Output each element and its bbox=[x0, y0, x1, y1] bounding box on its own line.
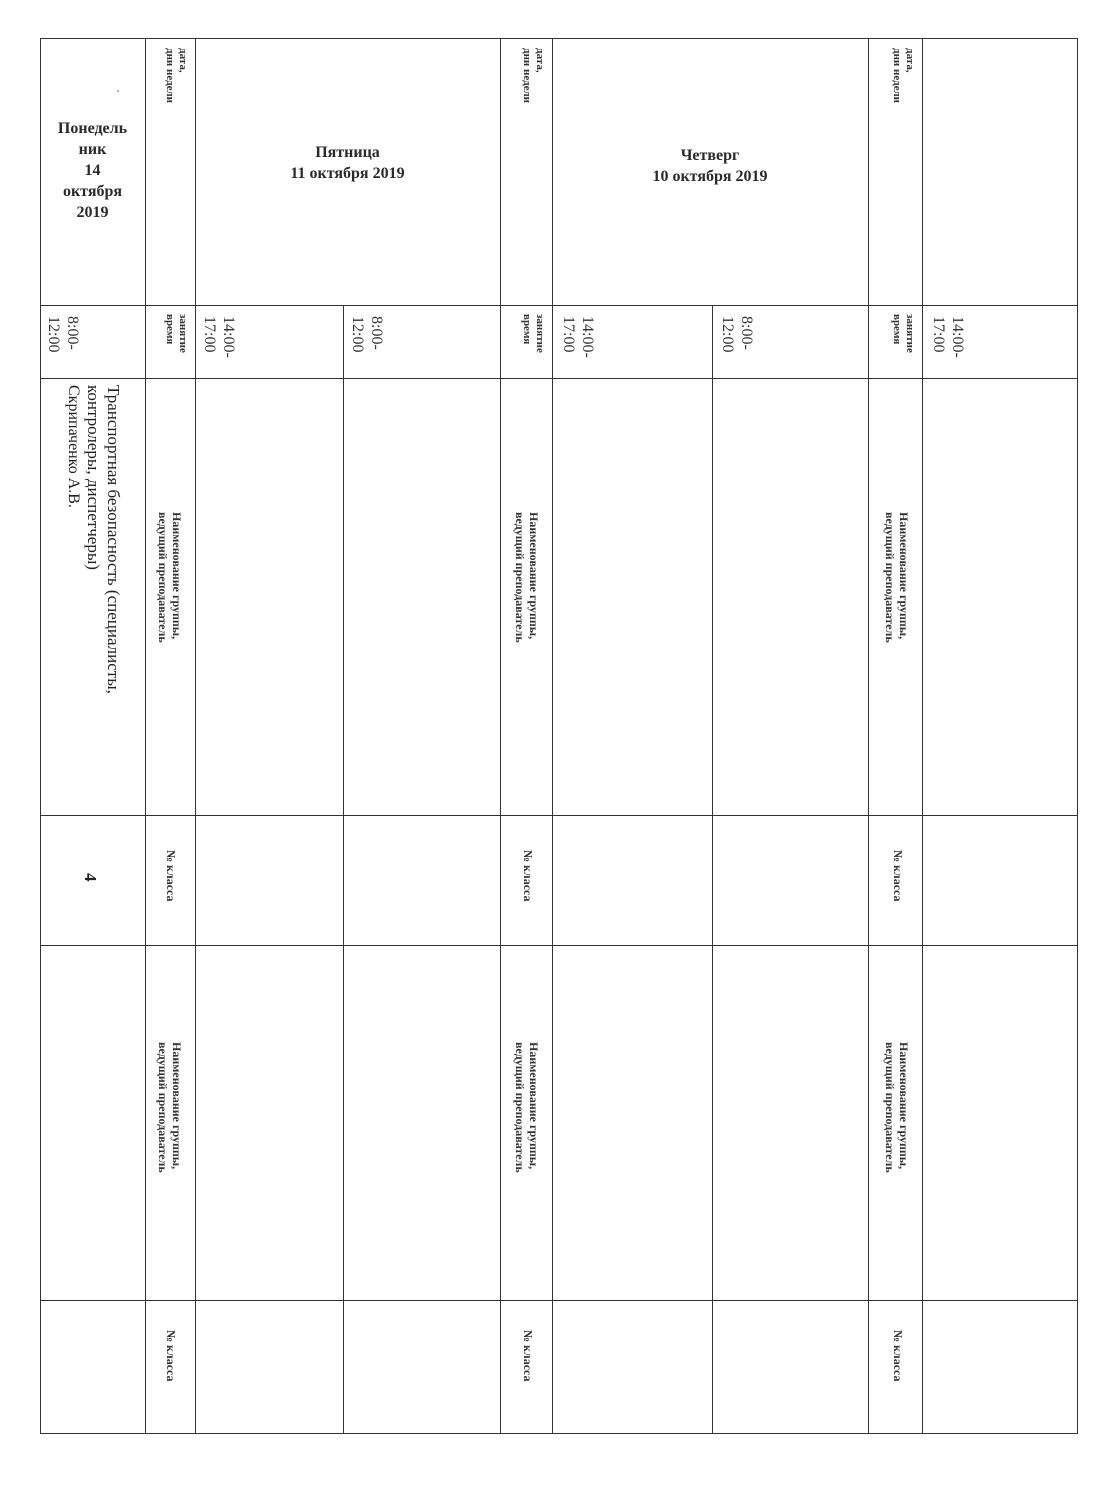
class-no-label-3: № класса bbox=[891, 850, 905, 902]
lesson-time-label-2: занятие время bbox=[521, 314, 546, 353]
col-line-5 bbox=[552, 38, 553, 1434]
group-teacher-label-4: Наименование группы, ведущий преподаватель bbox=[156, 1042, 184, 1173]
date-day-label-2: дата, дни недели bbox=[521, 48, 546, 104]
monday-class-number: 4 bbox=[81, 873, 100, 882]
group-teacher-label-2: Наименование группы, ведущий преподаватель bbox=[513, 512, 541, 643]
time-thursday-morning: 8:00- 12:00 bbox=[719, 316, 755, 353]
group-teacher-label-6: Наименование группы, ведущий преподаватель bbox=[883, 1042, 911, 1173]
speck bbox=[117, 90, 119, 92]
col-line-8 bbox=[922, 38, 923, 1434]
lesson-time-label-3: занятие время bbox=[891, 314, 916, 353]
monday-line-4: октября bbox=[62, 183, 123, 200]
thursday-header bbox=[552, 145, 868, 187]
time-monday-morning: 8:00- 12:00 bbox=[45, 316, 81, 353]
course-name-line-1: Транспортная безопасность (специалисты, bbox=[104, 385, 123, 694]
monday-header bbox=[40, 118, 145, 223]
monday-line-2: ник bbox=[78, 141, 107, 158]
date-day-label-1: дата, дни недели bbox=[164, 48, 189, 104]
group-teacher-label-3: Наименование группы, ведущий преподаватель bbox=[883, 512, 911, 643]
class-no-label-1: № класса bbox=[164, 850, 178, 902]
lesson-time-label-1: занятие время bbox=[164, 314, 189, 353]
col-line-3 bbox=[343, 305, 344, 1434]
monday-course-entry bbox=[63, 385, 123, 694]
friday-date: 11 октября 2019 bbox=[290, 165, 405, 182]
thursday-date: 10 октября 2019 bbox=[652, 168, 768, 185]
col-line-6 bbox=[712, 305, 713, 1434]
monday-line-5: 2019 bbox=[76, 204, 109, 221]
class-no-label-6: № класса bbox=[891, 1330, 905, 1382]
monday-line-1: Понедель bbox=[57, 120, 128, 137]
course-name-line-2: контролеры, диспетчеры) bbox=[84, 385, 103, 570]
monday-line-3: 14 bbox=[84, 162, 101, 179]
col-line-1 bbox=[145, 38, 146, 1434]
right-border bbox=[1077, 38, 1078, 1434]
col-line-2 bbox=[195, 38, 196, 1434]
time-friday-morning: 8:00- 12:00 bbox=[349, 316, 385, 353]
col-line-7 bbox=[868, 38, 869, 1434]
class-no-label-5: № класса bbox=[521, 1330, 535, 1382]
time-thursday-afternoon: 14:00- 17:00 bbox=[560, 316, 596, 358]
friday-header bbox=[195, 142, 500, 184]
course-teacher: Скрипаченко А.В. bbox=[65, 385, 82, 508]
thursday-day: Четверг bbox=[680, 147, 740, 164]
time-wednesday-afternoon: 14:00- 17:00 bbox=[930, 316, 966, 358]
group-teacher-label-5: Наименование группы, ведущий преподаватель bbox=[513, 1042, 541, 1173]
left-border bbox=[40, 38, 41, 1434]
friday-day: Пятница bbox=[315, 144, 380, 161]
time-friday-afternoon: 14:00- 17:00 bbox=[201, 316, 237, 358]
class-no-label-2: № класса bbox=[521, 850, 535, 902]
group-teacher-label-1: Наименование группы, ведущий преподаватель bbox=[156, 512, 184, 643]
date-day-label-3: дата, дни недели bbox=[891, 48, 916, 104]
class-no-label-4: № класса bbox=[164, 1330, 178, 1382]
col-line-4 bbox=[500, 38, 501, 1434]
